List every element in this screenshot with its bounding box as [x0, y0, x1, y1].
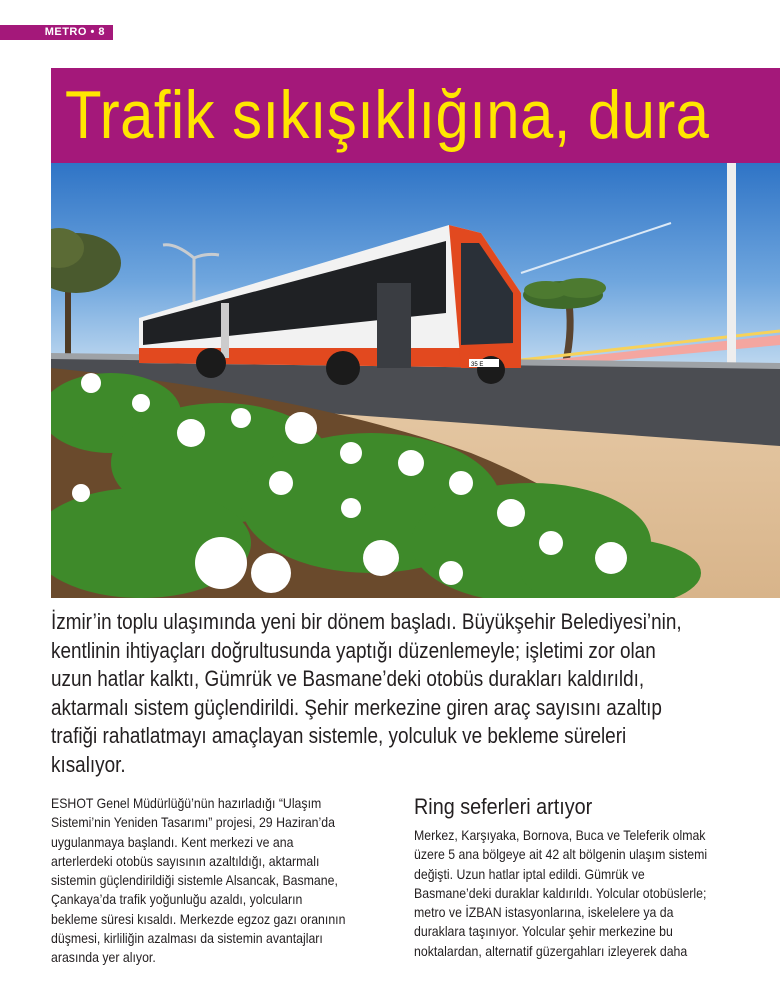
bus-plate: 35 E: [471, 362, 484, 368]
body-line: değişti. Uzun hatlar iptal edildi. Gümrük ve: [414, 865, 645, 882]
body-line: düşmesi, kirliliğin azalması da sistemin avantajları: [51, 930, 323, 947]
pole: [727, 163, 736, 373]
body-column-left: [51, 794, 386, 968]
bus-photo: [51, 163, 780, 598]
lead-line: İzmir’in toplu ulaşımında yeni bir dönem başladı. Büyükşehir Belediyesi’nin,: [51, 609, 682, 634]
lead-line: uzun hatlar kalktı, Gümrük ve Basmane’deki otobüs durakları kaldırıldı,: [51, 666, 645, 692]
headline: Trafik sıkışıklığına, dura: [65, 77, 710, 153]
lead-line: kentlinin ihtiyaçları doğrultusunda yaptığı düzenlemeyle; işletimi zor olan: [51, 637, 656, 663]
body-line: Sistemi’nin Yeniden Tasarımı” projesi, 29 Haziran’da: [51, 814, 335, 831]
body-line: ESHOT Genel Müdürlüğü’nün hazırladığı “Ulaşım: [51, 795, 322, 811]
body-line: duraklara taşınıyor. Yolcular şehir merkezine bu: [414, 923, 673, 940]
body-line: üzere 5 ana bölgeye ait 42 alt bölgenin ulaşım sistemi: [414, 846, 708, 863]
lead-line: kısalıyor.: [51, 751, 126, 777]
body-line: arterlerdeki otobüs sayısının azaltıldığı, aktarmalı: [51, 852, 320, 869]
body-column-right: [414, 794, 780, 961]
section-tag-label: METRO • 8: [44, 26, 105, 38]
body-line: Merkez, Karşıyaka, Bornova, Buca ve Teleferik olmak: [414, 827, 706, 843]
body-line: Basmane’deki duraklar kaldırıldı. Yolcular otobüslerle;: [414, 884, 707, 901]
body-line: sistemin güçlendirildiği sistemle Alsancak, Basmane,: [51, 872, 338, 889]
body-line: uygulanmaya başlandı. Kent merkezi ve ana: [51, 833, 294, 850]
section-tag: [0, 25, 113, 40]
body-line: Çankaya’da trafik yoğunluğu azaldı, yolcuların: [51, 891, 303, 908]
subheading: Ring seferleri artıyor: [414, 794, 593, 819]
body-line: arasında yer alıyor.: [51, 949, 156, 966]
lead-line: trafiği rahatlatmayı amaçlayan sistemle, yolculuk ve bekleme süreleri: [51, 723, 627, 749]
lead-line: aktarmalı sistem güçlendirildi. Şehir merkezine giren araç sayısını azaltıp: [51, 694, 662, 720]
body-line: bekleme süresi kısaldı. Merkezde egzoz gazı oranının: [51, 910, 346, 927]
body-line: noktalardan, alternatif güzergahları izleyerek daha: [414, 942, 688, 959]
headline-banner: [51, 68, 780, 163]
lead-paragraph: [51, 608, 780, 780]
body-line: metro ve İZBAN istasyonlarına, iskelelere ya da: [414, 904, 674, 921]
